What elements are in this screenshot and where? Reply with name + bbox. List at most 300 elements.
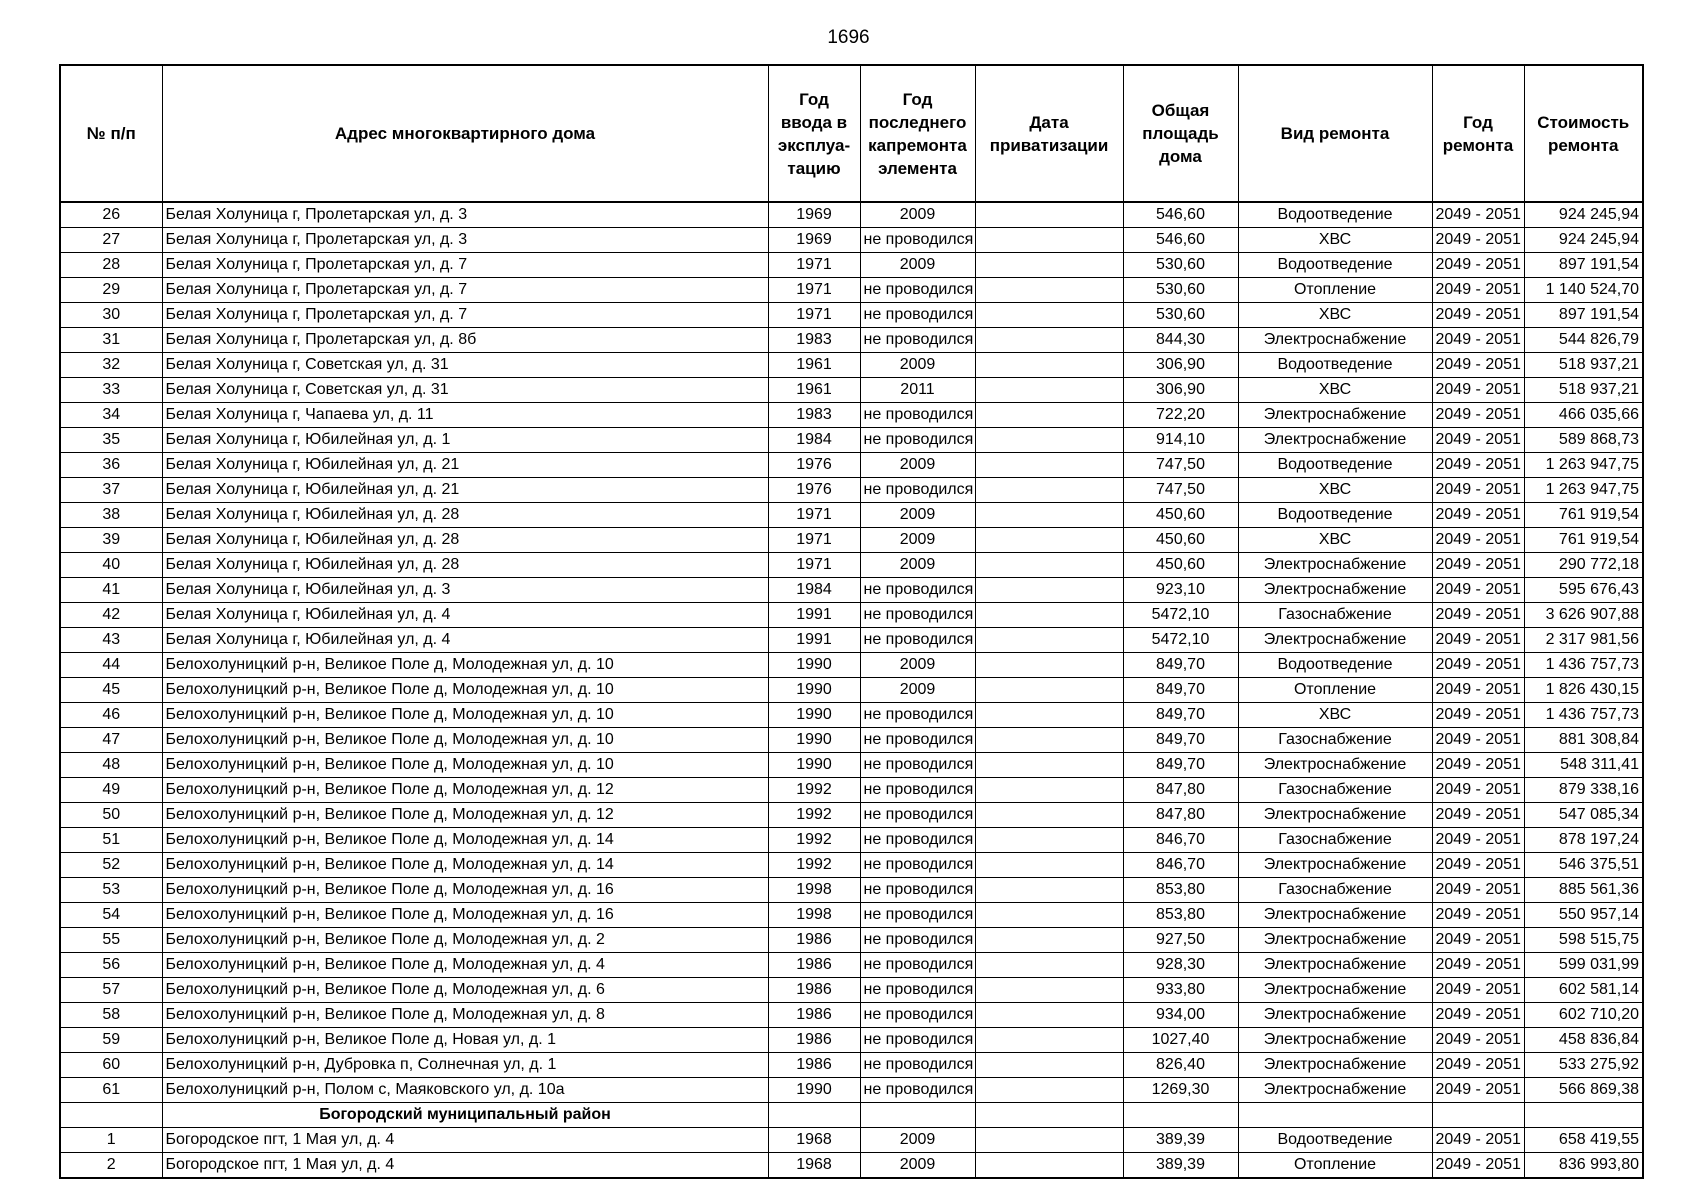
cell-last-repair: не проводился	[860, 878, 975, 903]
cell-year-built: 1984	[768, 428, 860, 453]
cell-year-built: 1969	[768, 202, 860, 228]
table-row	[60, 1053, 1643, 1078]
cell-privatization	[975, 202, 1123, 228]
cell-privatization	[975, 478, 1123, 503]
cell-year-built: 1991	[768, 603, 860, 628]
cell-cost: 599 031,99	[1524, 953, 1643, 978]
cell-area: 546,60	[1123, 228, 1238, 253]
cell-repair-year: 2049 - 2051	[1432, 828, 1524, 853]
section-title: Богородский муниципальный район	[162, 1103, 768, 1128]
cell-year-built: 1961	[768, 353, 860, 378]
cell-last-repair: не проводился	[860, 753, 975, 778]
cell-year-built: 1983	[768, 328, 860, 353]
cell-num: 35	[60, 428, 162, 453]
cell-address: Белая Холуница г, Юбилейная ул, д. 28	[162, 503, 768, 528]
cell-area: 849,70	[1123, 703, 1238, 728]
cell-address: Белохолуницкий р-н, Великое Поле д, Молодежная ул, д. 6	[162, 978, 768, 1003]
cell-num: 57	[60, 978, 162, 1003]
cell-address: Белая Холуница г, Юбилейная ул, д. 4	[162, 603, 768, 628]
cell-year-built: 1969	[768, 228, 860, 253]
cell-repair-type: Водоотведение	[1238, 353, 1432, 378]
cell-address: Белохолуницкий р-н, Великое Поле д, Молодежная ул, д. 10	[162, 678, 768, 703]
table-row	[60, 1078, 1643, 1103]
cell-last-repair: 2009	[860, 653, 975, 678]
cell-address: Белохолуницкий р-н, Великое Поле д, Молодежная ул, д. 16	[162, 878, 768, 903]
table-row	[60, 403, 1643, 428]
cell-privatization	[975, 928, 1123, 953]
cell-privatization	[975, 303, 1123, 328]
section-empty-cell	[60, 1103, 162, 1128]
cell-address: Белая Холуница г, Пролетарская ул, д. 7	[162, 278, 768, 303]
cell-year-built: 1986	[768, 978, 860, 1003]
table-header	[60, 65, 1643, 202]
cell-year-built: 1992	[768, 778, 860, 803]
cell-cost: 1 140 524,70	[1524, 278, 1643, 303]
cell-last-repair: не проводился	[860, 803, 975, 828]
cell-address: Белохолуницкий р-н, Великое Поле д, Молодежная ул, д. 16	[162, 903, 768, 928]
cell-repair-year: 2049 - 2051	[1432, 653, 1524, 678]
cell-cost: 1 436 757,73	[1524, 703, 1643, 728]
cell-repair-year: 2049 - 2051	[1432, 303, 1524, 328]
cell-num: 27	[60, 228, 162, 253]
cell-repair-year: 2049 - 2051	[1432, 353, 1524, 378]
cell-address: Белохолуницкий р-н, Дубровка п, Солнечная ул, д. 1	[162, 1053, 768, 1078]
cell-last-repair: не проводился	[860, 978, 975, 1003]
cell-year-built: 1990	[768, 728, 860, 753]
cell-repair-year: 2049 - 2051	[1432, 928, 1524, 953]
cell-repair-type: ХВС	[1238, 303, 1432, 328]
cell-last-repair: не проводился	[860, 578, 975, 603]
cell-address: Белая Холуница г, Юбилейная ул, д. 28	[162, 553, 768, 578]
cell-area: 1269,30	[1123, 1078, 1238, 1103]
cell-repair-type: Электроснабжение	[1238, 978, 1432, 1003]
cell-area: 847,80	[1123, 803, 1238, 828]
cell-area: 934,00	[1123, 1003, 1238, 1028]
cell-area: 450,60	[1123, 528, 1238, 553]
cell-num: 34	[60, 403, 162, 428]
cell-address: Богородское пгт, 1 Мая ул, д. 4	[162, 1128, 768, 1153]
table-row	[60, 278, 1643, 303]
cell-cost: 589 868,73	[1524, 428, 1643, 453]
cell-area: 306,90	[1123, 353, 1238, 378]
table-row	[60, 953, 1643, 978]
table-row	[60, 903, 1643, 928]
cell-address: Белая Холуница г, Пролетарская ул, д. 7	[162, 303, 768, 328]
cell-repair-year: 2049 - 2051	[1432, 1053, 1524, 1078]
cell-year-built: 1991	[768, 628, 860, 653]
cell-year-built: 1986	[768, 1003, 860, 1028]
table-row	[60, 1128, 1643, 1153]
cell-cost: 544 826,79	[1524, 328, 1643, 353]
cell-num: 49	[60, 778, 162, 803]
cell-repair-year: 2049 - 2051	[1432, 1028, 1524, 1053]
cell-repair-type: Электроснабжение	[1238, 1028, 1432, 1053]
section-empty-cell	[1238, 1103, 1432, 1128]
cell-privatization	[975, 578, 1123, 603]
cell-num: 51	[60, 828, 162, 853]
cell-repair-type: Электроснабжение	[1238, 628, 1432, 653]
cell-privatization	[975, 278, 1123, 303]
cell-area: 928,30	[1123, 953, 1238, 978]
cell-num: 41	[60, 578, 162, 603]
cell-privatization	[975, 528, 1123, 553]
cell-last-repair: не проводился	[860, 928, 975, 953]
cell-year-built: 1984	[768, 578, 860, 603]
cell-cost: 1 826 430,15	[1524, 678, 1643, 703]
cell-repair-year: 2049 - 2051	[1432, 278, 1524, 303]
cell-num: 30	[60, 303, 162, 328]
cell-year-built: 1971	[768, 553, 860, 578]
cell-cost: 879 338,16	[1524, 778, 1643, 803]
cell-last-repair: не проводился	[860, 1053, 975, 1078]
cell-cost: 602 710,20	[1524, 1003, 1643, 1028]
table-row	[60, 978, 1643, 1003]
header-repair-type: Вид ремонта	[1238, 65, 1432, 202]
cell-privatization	[975, 553, 1123, 578]
cell-num: 45	[60, 678, 162, 703]
cell-num: 61	[60, 1078, 162, 1103]
cell-num: 40	[60, 553, 162, 578]
cell-area: 1027,40	[1123, 1028, 1238, 1053]
table-row	[60, 1153, 1643, 1179]
cell-num: 47	[60, 728, 162, 753]
cell-address: Белая Холуница г, Советская ул, д. 31	[162, 378, 768, 403]
cell-last-repair: не проводился	[860, 1078, 975, 1103]
cell-address: Белая Холуница г, Юбилейная ул, д. 4	[162, 628, 768, 653]
cell-year-built: 1961	[768, 378, 860, 403]
table-row	[60, 603, 1643, 628]
cell-repair-type: Электроснабжение	[1238, 553, 1432, 578]
section-empty-cell	[1123, 1103, 1238, 1128]
cell-address: Белохолуницкий р-н, Великое Поле д, Молодежная ул, д. 14	[162, 828, 768, 853]
section-empty-cell	[1432, 1103, 1524, 1128]
cell-address: Белохолуницкий р-н, Великое Поле д, Молодежная ул, д. 10	[162, 728, 768, 753]
header-address: Адрес многоквартирного дома	[162, 65, 768, 202]
cell-repair-year: 2049 - 2051	[1432, 503, 1524, 528]
table-row	[60, 653, 1643, 678]
cell-area: 846,70	[1123, 853, 1238, 878]
cell-last-repair: не проводился	[860, 703, 975, 728]
cell-repair-year: 2049 - 2051	[1432, 878, 1524, 903]
table-row	[60, 703, 1643, 728]
cell-area: 844,30	[1123, 328, 1238, 353]
cell-repair-year: 2049 - 2051	[1432, 453, 1524, 478]
cell-area: 849,70	[1123, 753, 1238, 778]
cell-address: Белая Холуница г, Юбилейная ул, д. 21	[162, 453, 768, 478]
cell-num: 56	[60, 953, 162, 978]
cell-num: 55	[60, 928, 162, 953]
table-row	[60, 453, 1643, 478]
cell-repair-year: 2049 - 2051	[1432, 328, 1524, 353]
cell-area: 849,70	[1123, 653, 1238, 678]
cell-last-repair: не проводился	[860, 628, 975, 653]
cell-privatization	[975, 703, 1123, 728]
header-repair-year: Год ремонта	[1432, 65, 1524, 202]
cell-repair-type: Электроснабжение	[1238, 1053, 1432, 1078]
cell-repair-type: Водоотведение	[1238, 503, 1432, 528]
cell-area: 826,40	[1123, 1053, 1238, 1078]
section-empty-cell	[768, 1103, 860, 1128]
table-row	[60, 853, 1643, 878]
cell-repair-type: Газоснабжение	[1238, 828, 1432, 853]
cell-repair-year: 2049 - 2051	[1432, 1003, 1524, 1028]
cell-cost: 458 836,84	[1524, 1028, 1643, 1053]
cell-privatization	[975, 1003, 1123, 1028]
cell-year-built: 1968	[768, 1153, 860, 1179]
cell-area: 927,50	[1123, 928, 1238, 953]
cell-repair-year: 2049 - 2051	[1432, 953, 1524, 978]
cell-cost: 878 197,24	[1524, 828, 1643, 853]
cell-repair-year: 2049 - 2051	[1432, 978, 1524, 1003]
cell-cost: 897 191,54	[1524, 303, 1643, 328]
cell-privatization	[975, 653, 1123, 678]
table-row	[60, 202, 1643, 228]
cell-repair-type: Газоснабжение	[1238, 603, 1432, 628]
cell-cost: 2 317 981,56	[1524, 628, 1643, 653]
cell-area: 389,39	[1123, 1153, 1238, 1179]
cell-last-repair: 2009	[860, 1128, 975, 1153]
cell-last-repair: не проводился	[860, 903, 975, 928]
cell-repair-type: Газоснабжение	[1238, 728, 1432, 753]
cell-num: 43	[60, 628, 162, 653]
table-row	[60, 353, 1643, 378]
cell-repair-year: 2049 - 2051	[1432, 202, 1524, 228]
cell-repair-year: 2049 - 2051	[1432, 378, 1524, 403]
cell-address: Белохолуницкий р-н, Великое Поле д, Молодежная ул, д. 2	[162, 928, 768, 953]
cell-repair-type: Отопление	[1238, 678, 1432, 703]
cell-privatization	[975, 1128, 1123, 1153]
cell-privatization	[975, 353, 1123, 378]
cell-num: 60	[60, 1053, 162, 1078]
cell-cost: 836 993,80	[1524, 1153, 1643, 1179]
header-privatization: Дата приватизации	[975, 65, 1123, 202]
section-empty-cell	[975, 1103, 1123, 1128]
cell-address: Белая Холуница г, Пролетарская ул, д. 3	[162, 228, 768, 253]
cell-num: 44	[60, 653, 162, 678]
cell-last-repair: не проводился	[860, 328, 975, 353]
cell-last-repair: 2009	[860, 503, 975, 528]
table-row	[60, 778, 1643, 803]
cell-num: 53	[60, 878, 162, 903]
cell-repair-year: 2049 - 2051	[1432, 1153, 1524, 1179]
cell-address: Белая Холуница г, Чапаева ул, д. 11	[162, 403, 768, 428]
cell-area: 846,70	[1123, 828, 1238, 853]
cell-address: Белая Холуница г, Юбилейная ул, д. 3	[162, 578, 768, 603]
cell-num: 48	[60, 753, 162, 778]
cell-area: 747,50	[1123, 453, 1238, 478]
cell-repair-type: Отопление	[1238, 1153, 1432, 1179]
cell-num: 42	[60, 603, 162, 628]
cell-repair-type: Газоснабжение	[1238, 778, 1432, 803]
cell-address: Белохолуницкий р-н, Великое Поле д, Молодежная ул, д. 12	[162, 803, 768, 828]
cell-privatization	[975, 678, 1123, 703]
cell-repair-year: 2049 - 2051	[1432, 553, 1524, 578]
cell-repair-year: 2049 - 2051	[1432, 903, 1524, 928]
cell-privatization	[975, 978, 1123, 1003]
cell-repair-type: Электроснабжение	[1238, 903, 1432, 928]
header-year-built: Год ввода в эксплуа-тацию	[768, 65, 860, 202]
table-row	[60, 578, 1643, 603]
cell-repair-type: Электроснабжение	[1238, 578, 1432, 603]
cell-repair-type: Электроснабжение	[1238, 803, 1432, 828]
cell-repair-type: Водоотведение	[1238, 202, 1432, 228]
cell-num: 32	[60, 353, 162, 378]
cell-privatization	[975, 403, 1123, 428]
cell-num: 58	[60, 1003, 162, 1028]
cell-last-repair: 2009	[860, 253, 975, 278]
cell-year-built: 1986	[768, 1053, 860, 1078]
cell-cost: 897 191,54	[1524, 253, 1643, 278]
cell-cost: 290 772,18	[1524, 553, 1643, 578]
table-row	[60, 378, 1643, 403]
cell-last-repair: 2009	[860, 553, 975, 578]
table-row	[60, 428, 1643, 453]
cell-area: 722,20	[1123, 403, 1238, 428]
cell-area: 853,80	[1123, 878, 1238, 903]
cell-num: 38	[60, 503, 162, 528]
cell-address: Белая Холуница г, Юбилейная ул, д. 21	[162, 478, 768, 503]
cell-privatization	[975, 253, 1123, 278]
table-body	[60, 202, 1643, 1178]
cell-address: Белохолуницкий р-н, Великое Поле д, Молодежная ул, д. 12	[162, 778, 768, 803]
cell-year-built: 1998	[768, 903, 860, 928]
cell-privatization	[975, 803, 1123, 828]
cell-num: 39	[60, 528, 162, 553]
cell-cost: 518 937,21	[1524, 378, 1643, 403]
cell-area: 853,80	[1123, 903, 1238, 928]
cell-last-repair: 2009	[860, 1153, 975, 1179]
cell-last-repair: не проводился	[860, 828, 975, 853]
table-row	[60, 803, 1643, 828]
cell-repair-year: 2049 - 2051	[1432, 253, 1524, 278]
cell-year-built: 1998	[768, 878, 860, 903]
cell-cost: 1 263 947,75	[1524, 453, 1643, 478]
cell-privatization	[975, 503, 1123, 528]
cell-cost: 595 676,43	[1524, 578, 1643, 603]
cell-last-repair: не проводился	[860, 403, 975, 428]
cell-year-built: 1976	[768, 453, 860, 478]
cell-last-repair: не проводился	[860, 1003, 975, 1028]
section-row	[60, 1103, 1643, 1128]
cell-last-repair: 2009	[860, 453, 975, 478]
cell-area: 849,70	[1123, 678, 1238, 703]
cell-num: 1	[60, 1128, 162, 1153]
cell-privatization	[975, 1078, 1123, 1103]
cell-cost: 546 375,51	[1524, 853, 1643, 878]
cell-repair-type: Электроснабжение	[1238, 403, 1432, 428]
cell-repair-year: 2049 - 2051	[1432, 1078, 1524, 1103]
cell-cost: 924 245,94	[1524, 228, 1643, 253]
cell-num: 46	[60, 703, 162, 728]
cell-address: Богородское пгт, 1 Мая ул, д. 4	[162, 1153, 768, 1179]
section-empty-cell	[1524, 1103, 1643, 1128]
cell-last-repair: 2011	[860, 378, 975, 403]
cell-cost: 466 035,66	[1524, 403, 1643, 428]
table-row	[60, 828, 1643, 853]
cell-cost: 881 308,84	[1524, 728, 1643, 753]
cell-year-built: 1971	[768, 503, 860, 528]
cell-repair-type: Водоотведение	[1238, 253, 1432, 278]
cell-area: 546,60	[1123, 202, 1238, 228]
cell-last-repair: не проводился	[860, 278, 975, 303]
cell-num: 31	[60, 328, 162, 353]
header-last-repair: Год последнего капремонта элемента	[860, 65, 975, 202]
cell-area: 923,10	[1123, 578, 1238, 603]
cell-address: Белохолуницкий р-н, Великое Поле д, Молодежная ул, д. 10	[162, 753, 768, 778]
cell-cost: 518 937,21	[1524, 353, 1643, 378]
cell-address: Белая Холуница г, Советская ул, д. 31	[162, 353, 768, 378]
cell-repair-type: Электроснабжение	[1238, 953, 1432, 978]
cell-year-built: 1968	[768, 1128, 860, 1153]
table-row	[60, 1003, 1643, 1028]
cell-year-built: 1986	[768, 1028, 860, 1053]
table-row	[60, 528, 1643, 553]
cell-privatization	[975, 753, 1123, 778]
cell-repair-year: 2049 - 2051	[1432, 1128, 1524, 1153]
table-row	[60, 503, 1643, 528]
cell-num: 59	[60, 1028, 162, 1053]
cell-address: Белохолуницкий р-н, Великое Поле д, Молодежная ул, д. 10	[162, 703, 768, 728]
table-row	[60, 303, 1643, 328]
page-number: 1696	[827, 27, 870, 48]
cell-num: 54	[60, 903, 162, 928]
cell-repair-year: 2049 - 2051	[1432, 778, 1524, 803]
cell-year-built: 1990	[768, 753, 860, 778]
cell-repair-year: 2049 - 2051	[1432, 428, 1524, 453]
repair-table	[59, 64, 1644, 1179]
cell-repair-type: Отопление	[1238, 278, 1432, 303]
cell-privatization	[975, 953, 1123, 978]
table-row	[60, 553, 1643, 578]
cell-year-built: 1983	[768, 403, 860, 428]
cell-repair-year: 2049 - 2051	[1432, 803, 1524, 828]
cell-repair-type: ХВС	[1238, 228, 1432, 253]
cell-num: 26	[60, 202, 162, 228]
cell-year-built: 1971	[768, 278, 860, 303]
table-row	[60, 1028, 1643, 1053]
cell-repair-type: Электроснабжение	[1238, 753, 1432, 778]
cell-cost: 533 275,92	[1524, 1053, 1643, 1078]
cell-last-repair: не проводился	[860, 228, 975, 253]
cell-repair-type: Водоотведение	[1238, 1128, 1432, 1153]
cell-num: 37	[60, 478, 162, 503]
cell-last-repair: не проводился	[860, 428, 975, 453]
cell-area: 933,80	[1123, 978, 1238, 1003]
cell-cost: 602 581,14	[1524, 978, 1643, 1003]
cell-privatization	[975, 1153, 1123, 1179]
cell-num: 29	[60, 278, 162, 303]
cell-repair-type: Электроснабжение	[1238, 853, 1432, 878]
cell-year-built: 1992	[768, 828, 860, 853]
cell-cost: 566 869,38	[1524, 1078, 1643, 1103]
cell-num: 36	[60, 453, 162, 478]
cell-repair-type: Электроснабжение	[1238, 428, 1432, 453]
cell-repair-year: 2049 - 2051	[1432, 703, 1524, 728]
cell-cost: 550 957,14	[1524, 903, 1643, 928]
cell-privatization	[975, 853, 1123, 878]
cell-address: Белая Холуница г, Пролетарская ул, д. 7	[162, 253, 768, 278]
cell-num: 2	[60, 1153, 162, 1179]
cell-area: 450,60	[1123, 503, 1238, 528]
cell-area: 530,60	[1123, 278, 1238, 303]
table-row	[60, 478, 1643, 503]
cell-last-repair: не проводился	[860, 1028, 975, 1053]
cell-year-built: 1986	[768, 928, 860, 953]
cell-last-repair: не проводился	[860, 728, 975, 753]
cell-privatization	[975, 428, 1123, 453]
cell-repair-type: Электроснабжение	[1238, 1078, 1432, 1103]
cell-address: Белохолуницкий р-н, Полом с, Маяковского ул, д. 10а	[162, 1078, 768, 1103]
